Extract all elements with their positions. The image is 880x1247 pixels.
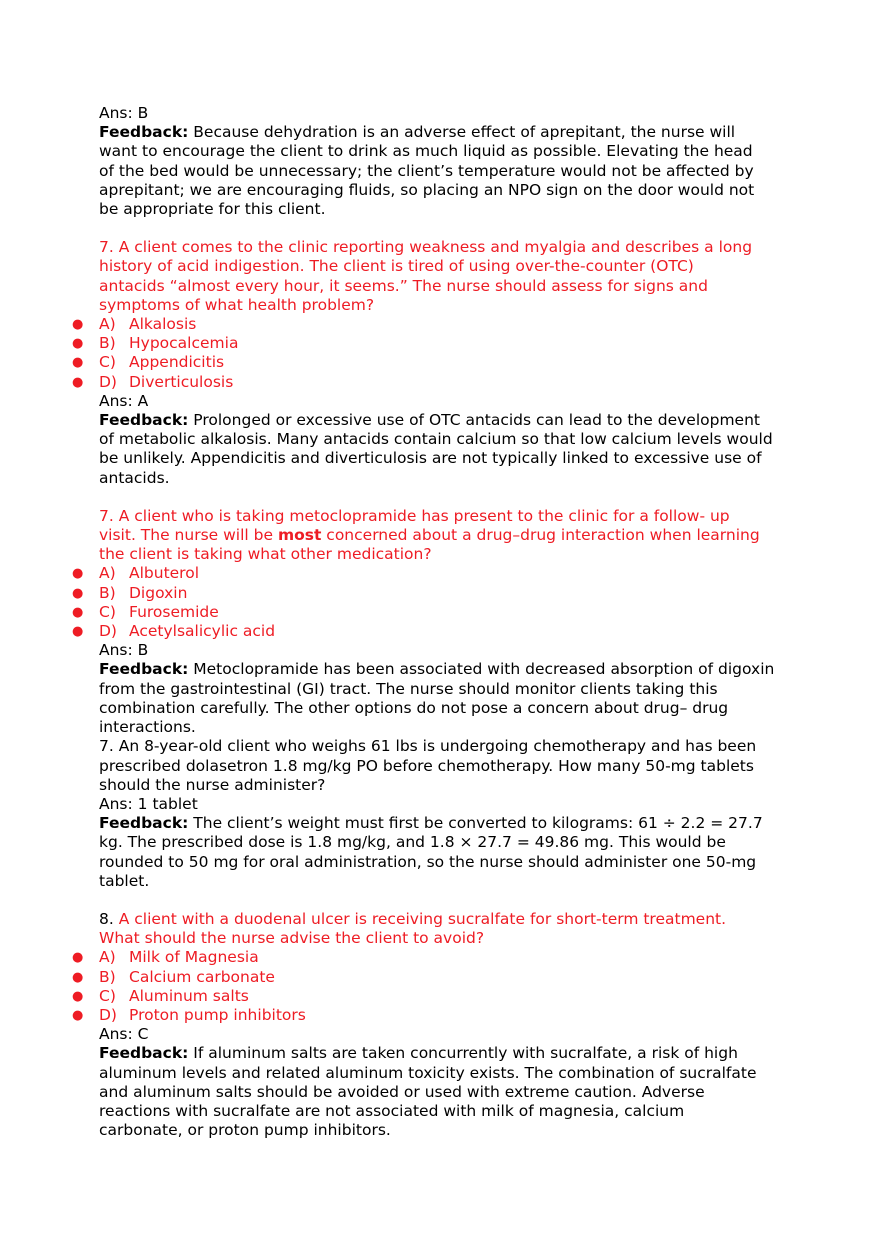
feedback-label: Feedback: xyxy=(99,814,189,833)
bullet-icon: ● xyxy=(72,317,84,333)
bullet-icon: ● xyxy=(72,566,84,582)
feedback-text: If aluminum salts are taken concurrently with sucralfate, a risk of high xyxy=(188,1044,738,1063)
option-text: Appendicitis xyxy=(129,353,225,372)
question-number: 8. xyxy=(99,909,119,928)
answer-line: Ans: A xyxy=(99,391,149,410)
feedback-line xyxy=(99,123,799,142)
question-line: prescribed dolasetron 1.8 mg/kg PO before chemotherapy. How many 50-mg tablets xyxy=(99,756,754,775)
option-item xyxy=(72,948,799,967)
option-letter: B) xyxy=(99,334,116,353)
option-letter: B) xyxy=(99,967,116,986)
question-line: symptoms of what health problem? xyxy=(99,295,375,314)
question-line xyxy=(99,910,799,929)
question-line: antacids “almost every hour, it seems.” The nurse should assess for signs and xyxy=(99,276,708,295)
feedback-line: of metabolic alkalosis. Many antacids contain calcium so that low calcium levels would xyxy=(99,430,773,449)
feedback-line: from the gastrointestinal (GI) tract. The nurse should monitor clients taking this xyxy=(99,679,718,698)
question-line: 7. An 8-year-old client who weighs 61 lbs is undergoing chemotherapy and has been xyxy=(99,737,757,756)
option-text: Aluminum salts xyxy=(129,986,249,1005)
option-text: Milk of Magnesia xyxy=(129,948,259,967)
feedback-text: Prolonged or excessive use of OTC antacids can lead to the development xyxy=(188,411,760,430)
feedback-line: be appropriate for this client. xyxy=(99,200,326,219)
feedback-line: aluminum levels and related aluminum toxicity exists. The combination of sucralfate xyxy=(99,1063,757,1082)
option-text: Alkalosis xyxy=(129,315,197,334)
option-letter: C) xyxy=(99,986,116,1005)
feedback-label: Feedback: xyxy=(99,660,189,679)
option-item xyxy=(72,1005,799,1025)
option-item xyxy=(72,315,799,334)
feedback-line: reactions with sucralfate are not associated with milk of magnesia, calcium xyxy=(99,1101,685,1120)
bullet-icon: ● xyxy=(72,604,84,620)
option-item xyxy=(72,986,799,1006)
feedback-line: aprepitant; we are encouraging fluids, so placing an NPO sign on the door would not xyxy=(99,180,755,199)
option-letter: A) xyxy=(99,948,116,967)
answer-line: Ans: 1 tablet xyxy=(99,794,198,813)
feedback-line: rounded to 50 mg for oral administration, so the nurse should administer one 50-mg xyxy=(99,852,757,871)
answer-line: Ans: B xyxy=(99,104,149,122)
feedback-line xyxy=(99,411,799,430)
option-item xyxy=(72,353,799,372)
question-line: history of acid indigestion. The client is tired of using over-the-counter (OTC) xyxy=(99,257,694,276)
document-page xyxy=(72,104,799,1140)
feedback-line xyxy=(99,660,799,679)
option-letter: D) xyxy=(99,372,117,391)
option-item xyxy=(72,622,799,641)
bullet-icon: ● xyxy=(72,1007,84,1023)
question-line: What should the nurse advise the client to avoid? xyxy=(99,929,485,948)
option-item xyxy=(72,334,799,353)
feedback-line: be unlikely. Appendicitis and diverticulosis are not typically linked to excessive use of xyxy=(99,449,762,468)
option-letter: D) xyxy=(99,622,117,641)
option-letter: A) xyxy=(99,315,116,334)
option-text: Acetylsalicylic acid xyxy=(129,622,276,641)
option-text: Diverticulosis xyxy=(129,372,234,391)
feedback-line: antacids. xyxy=(99,468,170,487)
option-text: Furosemide xyxy=(129,602,219,621)
feedback-line: kg. The prescribed dose is 1.8 mg/kg, and 1.8 × 27.7 = 49.86 mg. This would be xyxy=(99,833,726,852)
option-item xyxy=(72,967,799,987)
option-letter: A) xyxy=(99,564,116,583)
option-letter: D) xyxy=(99,1005,117,1024)
feedback-text: The client’s weight must first be converted to kilograms: 61 ÷ 2.2 = 27.7 xyxy=(188,814,763,833)
bullet-icon: ● xyxy=(72,336,84,352)
feedback-label: Feedback: xyxy=(99,1044,189,1063)
feedback-line: carbonate, or proton pump inhibitors. xyxy=(99,1121,391,1140)
option-item xyxy=(72,372,799,392)
answer-line: Ans: B xyxy=(99,641,149,660)
bullet-icon: ● xyxy=(72,585,84,601)
feedback-line: interactions. xyxy=(99,718,196,737)
question-line: 7. A client who is taking metoclopramide has present to the clinic for a follow- up xyxy=(99,506,730,525)
question-line xyxy=(99,526,799,545)
question-text: A client with a duodenal ulcer is receiving sucralfate for short-term treatment. xyxy=(118,909,727,928)
option-item xyxy=(72,602,799,622)
option-text: Digoxin xyxy=(129,583,188,602)
feedback-line: of the bed would be unnecessary; the client’s temperature would not be affected by xyxy=(99,161,754,180)
option-text: Hypocalcemia xyxy=(129,334,239,353)
option-letter: C) xyxy=(99,353,116,372)
bullet-icon: ● xyxy=(72,950,84,966)
feedback-line: combination carefully. The other options do not pose a concern about drug– drug xyxy=(99,698,729,717)
bullet-icon: ● xyxy=(72,624,84,640)
bullet-icon: ● xyxy=(72,988,84,1004)
feedback-line xyxy=(99,814,799,833)
question-line: the client is taking what other medication? xyxy=(99,545,432,564)
feedback-line: want to encourage the client to drink as much liquid as possible. Elevating the head xyxy=(99,142,753,161)
bullet-icon: ● xyxy=(72,969,84,985)
option-text: Calcium carbonate xyxy=(129,967,275,986)
feedback-line: tablet. xyxy=(99,871,150,890)
emphasis-most: most xyxy=(277,526,322,545)
option-text: Albuterol xyxy=(129,564,200,583)
feedback-line: and aluminum salts should be avoided or used with extreme caution. Adverse xyxy=(99,1082,705,1101)
question-line: 7. A client comes to the clinic reporting weakness and myalgia and describes a long xyxy=(99,238,753,257)
option-text: Proton pump inhibitors xyxy=(129,1005,306,1024)
question-text: concerned about a drug–drug interaction when learning xyxy=(321,526,760,545)
feedback-line xyxy=(99,1044,799,1063)
option-item xyxy=(72,583,799,603)
feedback-label: Feedback: xyxy=(99,123,189,142)
feedback-label: Feedback: xyxy=(99,411,189,430)
bullet-icon: ● xyxy=(72,355,84,371)
question-text: visit. The nurse will be xyxy=(99,526,278,545)
bullet-icon: ● xyxy=(72,374,84,390)
option-letter: B) xyxy=(99,583,116,602)
option-item xyxy=(72,564,799,583)
feedback-text: Metoclopramide has been associated with decreased absorption of digoxin xyxy=(188,660,775,679)
answer-line: Ans: C xyxy=(99,1025,149,1044)
option-letter: C) xyxy=(99,602,116,621)
feedback-text: Because dehydration is an adverse effect of aprepitant, the nurse will xyxy=(188,123,736,142)
question-line: should the nurse administer? xyxy=(99,775,326,794)
